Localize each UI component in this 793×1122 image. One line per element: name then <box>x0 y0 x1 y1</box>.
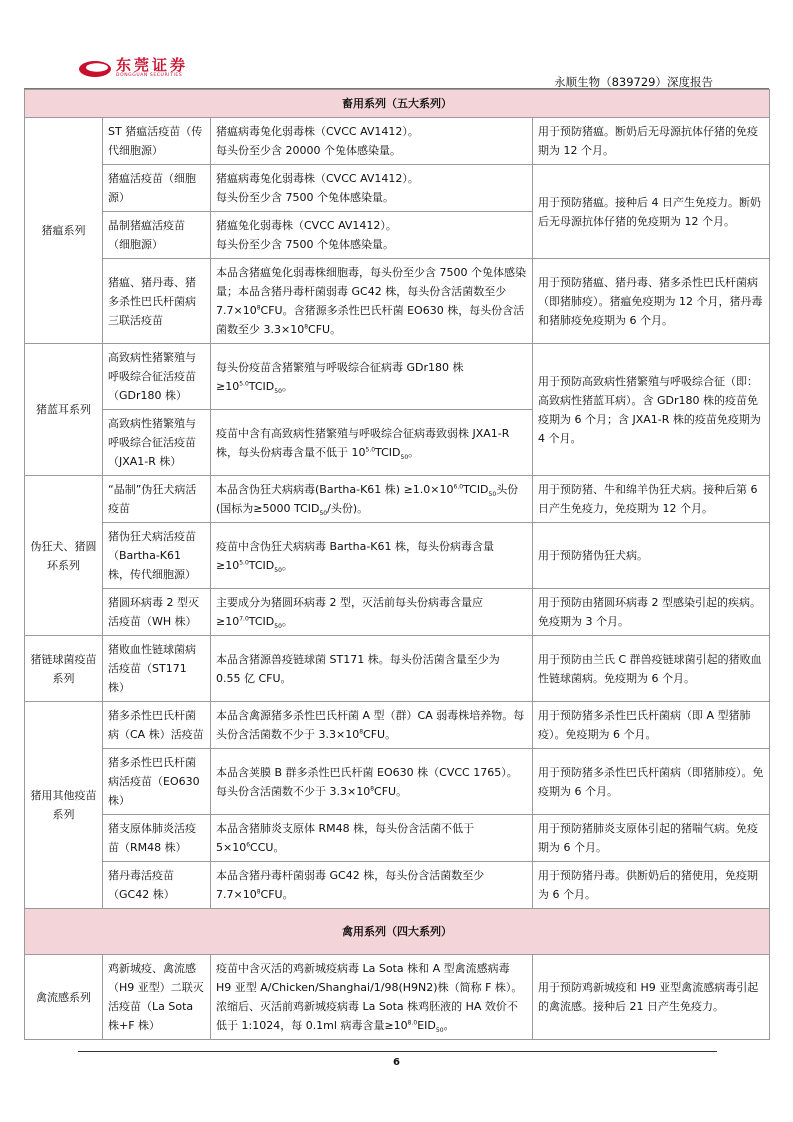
logo-chinese: 东莞证券 <box>116 56 189 74</box>
product-desc: 主要成分为猪圆环病毒 2 型，灭活前每头份病毒含量应$\ge 10^{7.0}TCID_{50}$。 <box>211 589 533 636</box>
section-row <box>25 90 770 118</box>
table-row <box>25 523 770 589</box>
product-desc: 本品含猪瘟兔化弱毒株细胞毒，每头份至少含 7500 个兔体感染量；本品含猪丹毒杆菌弱毒 GC42 株，每头份含活菌数至少 $7.7\times 10^8CFU$。含猪源多杀性巴氏杆菌 EO630 株，每头份含活菌数至少 $3.3\times 10^8CFU$。 <box>211 259 533 344</box>
series-prrs: 猪蓝耳系列 <box>25 344 103 476</box>
product-desc: 疫苗中含伪狂犬病病毒 Bartha-K61 株，每头份病毒含量$\ge 10^{5.0}TCID_{50}$。 <box>211 523 533 589</box>
table-row <box>25 165 770 212</box>
product-use: 用于预防高致病性猪繁殖与呼吸综合征（即：高致病性猪蓝耳病）。含 GDr180 株的疫苗免疫期为 6 个月；含 JXA1-R 株的疫苗免疫期为 4 个月。 <box>533 344 770 476</box>
product-desc: 猪瘟病毒兔化弱毒株（CVCC AV1412）。 每头份至少含 20000 个兔体感染量。 <box>211 118 533 165</box>
product-name: 猪圆环病毒 2 型灭活疫苗（WH 株） <box>103 589 211 636</box>
table-row <box>25 476 770 523</box>
table-row <box>25 702 770 749</box>
table-row <box>25 259 770 344</box>
product-name: 猪丹毒活疫苗（GC42 株） <box>103 862 211 909</box>
product-desc: 本品含荚膜 B 群多杀性巴氏杆菌 EO630 株（CVCC 1765）。每头份含活菌数不少于 $3.3\times 10^8CFU$。 <box>211 749 533 815</box>
series-strep: 猪链球菌疫苗系列 <box>25 636 103 702</box>
product-name: 猪瘟活疫苗（细胞源） <box>103 165 211 212</box>
table-row <box>25 636 770 702</box>
table-row <box>25 862 770 909</box>
section-poultry: 禽用系列（四大系列） <box>25 909 770 955</box>
logo-english: DONGGUAN SECURITIES <box>116 73 183 78</box>
table-row <box>25 589 770 636</box>
table-row <box>25 749 770 815</box>
product-name: ST 猪瘟活疫苗（传代细胞源） <box>103 118 211 165</box>
product-name: 猪多杀性巴氏杆菌病（CA 株）活疫苗 <box>103 702 211 749</box>
footer-divider <box>78 1051 717 1052</box>
product-name: 猪伪狂犬病活疫苗（Bartha-K61 株，传代细胞源） <box>103 523 211 589</box>
product-use: 用于预防由猪圆环病毒 2 型感染引起的疾病。免疫期为 3 个月。 <box>533 589 770 636</box>
product-use: 用于预防猪多杀性巴氏杆菌病（即猪肺疫）。免疫期为 6 个月。 <box>533 749 770 815</box>
product-name: 猪多杀性巴氏杆菌病活疫苗（EO630 株） <box>103 749 211 815</box>
product-desc: 猪瘟兔化弱毒株（CVCC AV1412）。 每头份至少含 7500 个兔体感染量。 <box>211 212 533 259</box>
product-name: “晶制”伪狂犬病活疫苗 <box>103 476 211 523</box>
product-table <box>24 89 770 1040</box>
product-desc: 本品含猪肺炎支原体 RM48 株，每头份含活菌不低于 $5\times 10^6CCU$。 <box>211 815 533 862</box>
product-use: 用于预防猪瘟。接种后 4 日产生免疫力。断奶后无母源抗体仔猪的免疫期为 12 个月。 <box>533 165 770 259</box>
product-desc: 每头份疫苗含猪繁殖与呼吸综合征病毒 GDr180 株$\ge 10^{5.0}TCID_{50}$。 <box>211 344 533 410</box>
series-other: 猪用其他疫苗系列 <box>25 702 103 909</box>
product-desc: 疫苗中含灭活的鸡新城疫病毒 La Sota 株和 A 型禽流感病毒 H9 亚型 A/Chicken/Shanghai/1/98(H9N2)株（简称 F 株）。浓缩后、灭活前鸡新城疫病毒 La Sota 株鸡胚液的 HA 效价不低于 1:1024，每 0.1ml 病毒含量$\ge 10^{8.0}EID_{50}$。 <box>211 955 533 1040</box>
product-use: 用于预防猪肺炎支原体引起的猪喘气病。免疫期为 6 个月。 <box>533 815 770 862</box>
product-desc: 本品含伪狂犬病病毒(Bartha-K61 株) $\ge 1.0\times 10^{6.0}TCID_{50}$头份(国标为≥5000 $TCID_{50}/$头份)。 <box>211 476 533 523</box>
product-use: 用于预防鸡新城疫和 H9 亚型禽流感病毒引起的禽流感。接种后 21 日产生免疫力。 <box>533 955 770 1040</box>
section-row <box>25 909 770 955</box>
table-row <box>25 118 770 165</box>
product-use: 用于预防猪瘟、猪丹毒、猪多杀性巴氏杆菌病（即猪肺疫）。猪瘟免疫期为 12 个月，猪丹毒和猪肺疫免疫期为 6 个月。 <box>533 259 770 344</box>
product-use: 用于预防猪多杀性巴氏杆菌病（即 A 型猪肺疫）。免疫期为 6 个月。 <box>533 702 770 749</box>
product-use: 用于预防猪、牛和绵羊伪狂犬病。接种后第 6 日产生免疫力，免疫期为 12 个月。 <box>533 476 770 523</box>
series-avian-flu: 禽流感系列 <box>25 955 103 1040</box>
table-row <box>25 955 770 1040</box>
product-desc: 本品含猪丹毒杆菌弱毒 GC42 株，每头份含活菌数至少 $7.7\times 10^8CFU$。 <box>211 862 533 909</box>
product-use: 用于预防猪丹毒。供断奶后的猪使用，免疫期为 6 个月。 <box>533 862 770 909</box>
section-livestock: 畜用系列（五大系列） <box>25 90 770 118</box>
table-row <box>25 344 770 410</box>
product-name: 晶制猪瘟活疫苗（细胞源） <box>103 212 211 259</box>
report-title: 永顺生物（839729）深度报告 <box>554 75 713 89</box>
product-name: 鸡新城疫、禽流感（H9 亚型）二联灭活疫苗（La Sota 株+F 株） <box>103 955 211 1040</box>
table-row <box>25 815 770 862</box>
product-use: 用于预防猪伪狂犬病。 <box>533 523 770 589</box>
product-name: 高致病性猪繁殖与呼吸综合征活疫苗（GDr180 株） <box>103 344 211 410</box>
product-desc: 疫苗中含有高致病性猪繁殖与呼吸综合征病毒致弱株 JXA1-R 株，每头份病毒含量不低于 $10^{5.0}TCID_{50}$。 <box>211 410 533 476</box>
product-desc: 猪瘟病毒兔化弱毒株（CVCC AV1412）。 每头份至少含 7500 个兔体感染量。 <box>211 165 533 212</box>
product-name: 猪支原体肺炎活疫苗（RM48 株） <box>103 815 211 862</box>
product-name: 猪瘟、猪丹毒、猪多杀性巴氏杆菌病三联活疫苗 <box>103 259 211 344</box>
logo-swoosh-icon <box>78 60 112 78</box>
product-desc: 本品含猪源兽疫链球菌 ST171 株。每头份活菌含量至少为 0.55 亿 CFU。 <box>211 636 533 702</box>
series-swine-fever: 猪瘟系列 <box>25 118 103 344</box>
product-use: 用于预防由兰氏 C 群兽疫链球菌引起的猪败血性链球菌病。免疫期为 6 个月。 <box>533 636 770 702</box>
product-name: 猪败血性链球菌病活疫苗（ST171 株） <box>103 636 211 702</box>
product-name: 高致病性猪繁殖与呼吸综合征活疫苗（JXA1-R 株） <box>103 410 211 476</box>
series-pr-pcv: 伪狂犬、猪圆环系列 <box>25 476 103 636</box>
company-logo <box>78 58 188 79</box>
product-desc: 本品含禽源猪多杀性巴氏杆菌 A 型（群）CA 弱毒株培养物。每头份含活菌数不少于 $3.3\times 10^8CFU$。 <box>211 702 533 749</box>
page-number: 6 <box>393 1057 400 1068</box>
product-use: 用于预防猪瘟。断奶后无母源抗体仔猪的免疫期为 12 个月。 <box>533 118 770 165</box>
